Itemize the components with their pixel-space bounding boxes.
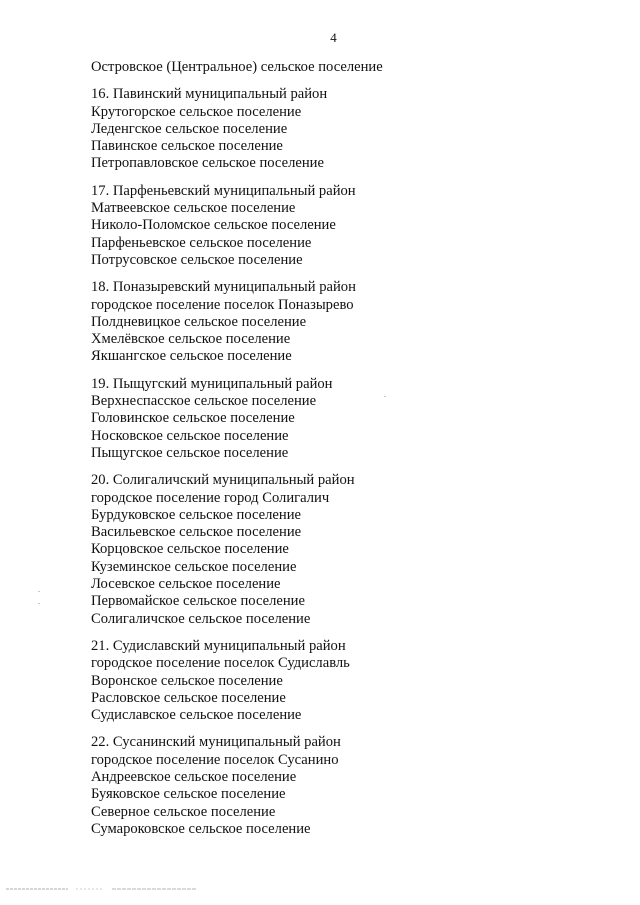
district-heading: 20. Солигаличский муниципальный район — [91, 472, 355, 489]
district-17 — [91, 183, 611, 269]
settlement-item: Первомайское сельское поселение — [91, 593, 305, 610]
settlement-item: Солигаличское сельское поселение — [91, 610, 311, 627]
settlement-item: Расловское сельское поселение — [91, 689, 286, 706]
continued-entry-group — [91, 59, 611, 76]
district-heading: 19. Пыщугский муниципальный район — [91, 375, 333, 392]
settlement-item: Васильевское сельское поселение — [91, 524, 302, 541]
settlement-item: Северное сельское поселение — [91, 803, 276, 820]
settlement-item: Пыщугское сельское поселение — [91, 444, 289, 461]
document-body — [91, 59, 611, 848]
settlement-item: Потрусовское сельское поселение — [91, 251, 303, 268]
settlement-item: городское поселение поселок Поназырево — [91, 296, 354, 313]
settlement-item: Парфеньевское сельское поселение — [91, 234, 312, 251]
settlement-item: Буяковское сельское поселение — [91, 786, 286, 803]
settlement-item: Крутогорское сельское поселение — [91, 103, 302, 120]
settlement-item: Сумароковское сельское поселение — [91, 820, 311, 837]
settlement-item: Павинское сельское поселение — [91, 138, 283, 155]
scan-speck — [384, 396, 386, 397]
settlement-item: Хмелёвское сельское поселение — [91, 331, 291, 348]
settlement-item: Лосевское сельское поселение — [91, 576, 281, 593]
settlement-item: Леденгское сельское поселение — [91, 120, 288, 137]
district-heading: 21. Судиславский муниципальный район — [91, 637, 346, 654]
settlement-item: городское поселение город Солигалич — [91, 489, 330, 506]
district-19 — [91, 376, 611, 462]
district-heading: 16. Павинский муниципальный район — [91, 86, 328, 103]
settlement-item: Куземинское сельское поселение — [91, 558, 297, 575]
district-22 — [91, 734, 611, 838]
district-21 — [91, 638, 611, 724]
settlement-item: Головинское сельское поселение — [91, 410, 295, 427]
settlement-item: Николо-Поломское сельское поселение — [91, 217, 336, 234]
settlement-item: Матвеевское сельское поселение — [91, 200, 296, 217]
continued-settlement: Островское (Центральное) сельское поселение — [91, 59, 383, 75]
scan-footer-noise — [6, 885, 206, 893]
settlement-item: Якшангское сельское поселение — [91, 348, 292, 365]
scan-speck — [38, 603, 40, 604]
settlement-item: Верхнеспасское сельское поселение — [91, 393, 317, 410]
settlement-item: Петропавловское сельское поселение — [91, 155, 324, 172]
district-heading: 18. Поназыревский муниципальный район — [91, 279, 356, 296]
settlement-item: городское поселение поселок Сусанино — [91, 751, 339, 768]
settlement-item: городское поселение поселок Судиславль — [91, 655, 350, 672]
settlement-item: Корцовское сельское поселение — [91, 541, 289, 558]
settlement-item: Воронское сельское поселение — [91, 672, 283, 689]
settlement-item: Андреевское сельское поселение — [91, 768, 297, 785]
settlement-item: Носковское сельское поселение — [91, 427, 289, 444]
district-heading: 17. Парфеньевский муниципальный район — [91, 182, 356, 199]
settlement-item: Полдневицкое сельское поселение — [91, 313, 307, 330]
district-16 — [91, 86, 611, 172]
district-heading: 22. Сусанинский муниципальный район — [91, 734, 341, 751]
scan-speck — [38, 591, 40, 592]
settlement-item: Бурдуковское сельское поселение — [91, 506, 301, 523]
district-20 — [91, 472, 611, 628]
page-number: 4 — [330, 30, 337, 45]
district-18 — [91, 279, 611, 365]
settlement-item: Судиславское сельское поселение — [91, 707, 302, 724]
